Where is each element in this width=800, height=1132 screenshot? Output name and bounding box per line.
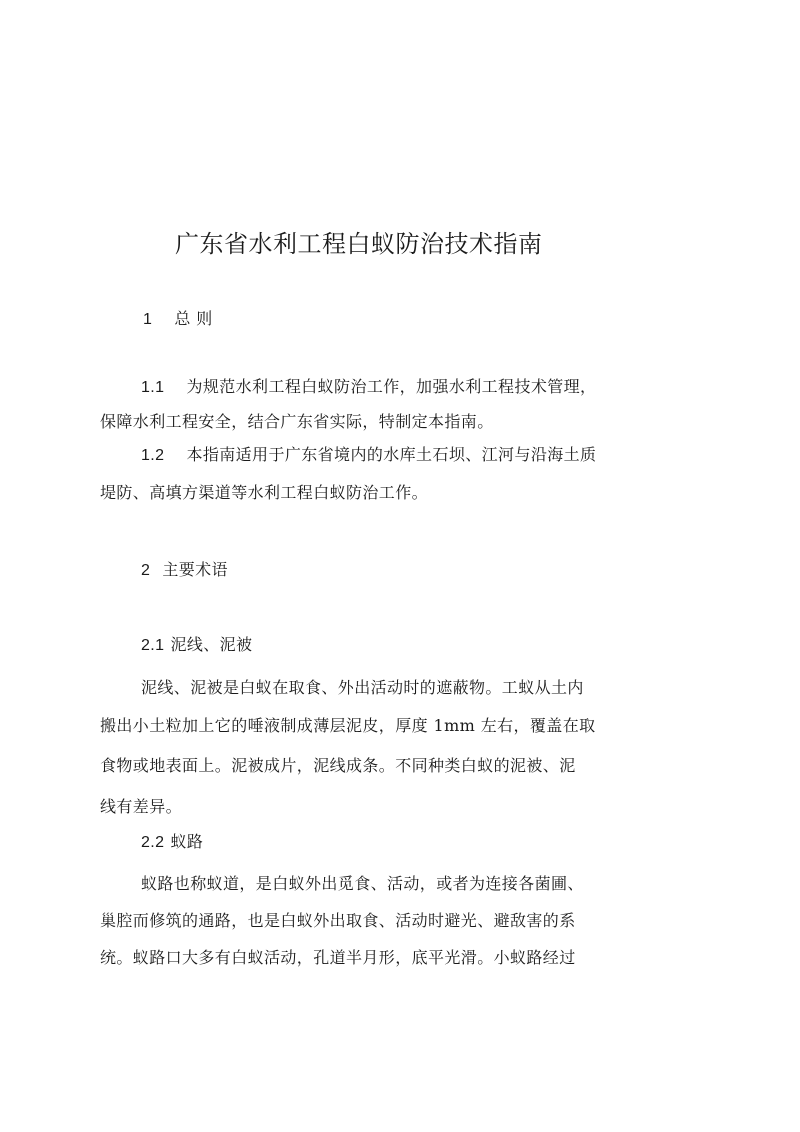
term-number: 2.1 bbox=[141, 637, 165, 654]
clause-text: 本指南适用于广东省境内的水库土石坝、江河与沿海土质 bbox=[186, 445, 597, 464]
section-title: 总 则 bbox=[174, 309, 213, 328]
clause-text: 为规范水利工程白蚁防治工作，加强水利工程技术管理， bbox=[186, 377, 597, 396]
term-2-2-line-2: 巢腔而修筑的通路，也是白蚁外出取食、活动时避光、避敌害的系 bbox=[100, 911, 576, 930]
clause-number: 1.1 bbox=[141, 379, 165, 396]
page-title: 广东省水利工程白蚁防治技术指南 bbox=[175, 230, 543, 258]
clause-1-1-line-2: 保障水利工程安全，结合广东省实际，特制定本指南。 bbox=[100, 412, 494, 431]
term-2-1-heading bbox=[141, 632, 252, 655]
section-number: 2 bbox=[141, 562, 151, 579]
clause-number: 1.2 bbox=[141, 447, 165, 464]
section-2-heading bbox=[141, 557, 228, 580]
term-2-1-line-2: 搬出小土粒加上它的唾液制成薄层泥皮，厚度 1mm 左右，覆盖在取 bbox=[100, 716, 596, 735]
term-2-1-line-4: 线有差异。 bbox=[100, 797, 183, 816]
term-2-2-line-3: 统。蚁路口大多有白蚁活动，孔道半月形，底平光滑。小蚁路经过 bbox=[100, 948, 576, 967]
section-1-heading bbox=[143, 306, 213, 329]
section-number: 1 bbox=[143, 311, 153, 328]
clause-1-2-line-1 bbox=[141, 442, 596, 465]
clause-1-2-line-2: 堤防、高填方渠道等水利工程白蚁防治工作。 bbox=[100, 483, 429, 502]
section-title: 主要术语 bbox=[162, 560, 228, 579]
term-2-2-line-1: 蚁路也称蚁道，是白蚁外出觅食、活动，或者为连接各菌圃、 bbox=[141, 874, 584, 893]
term-2-1-line-1: 泥线、泥被是白蚁在取食、外出活动时的遮蔽物。工蚁从土内 bbox=[141, 678, 584, 697]
clause-1-1-line-1 bbox=[141, 374, 596, 397]
term-title: 蚁路 bbox=[170, 832, 204, 851]
term-2-1-line-3: 食物或地表面上。泥被成片，泥线成条。不同种类白蚁的泥被、泥 bbox=[100, 756, 576, 775]
term-title: 泥线、泥被 bbox=[170, 635, 253, 654]
term-number: 2.2 bbox=[141, 834, 165, 851]
term-2-2-heading bbox=[141, 829, 203, 852]
